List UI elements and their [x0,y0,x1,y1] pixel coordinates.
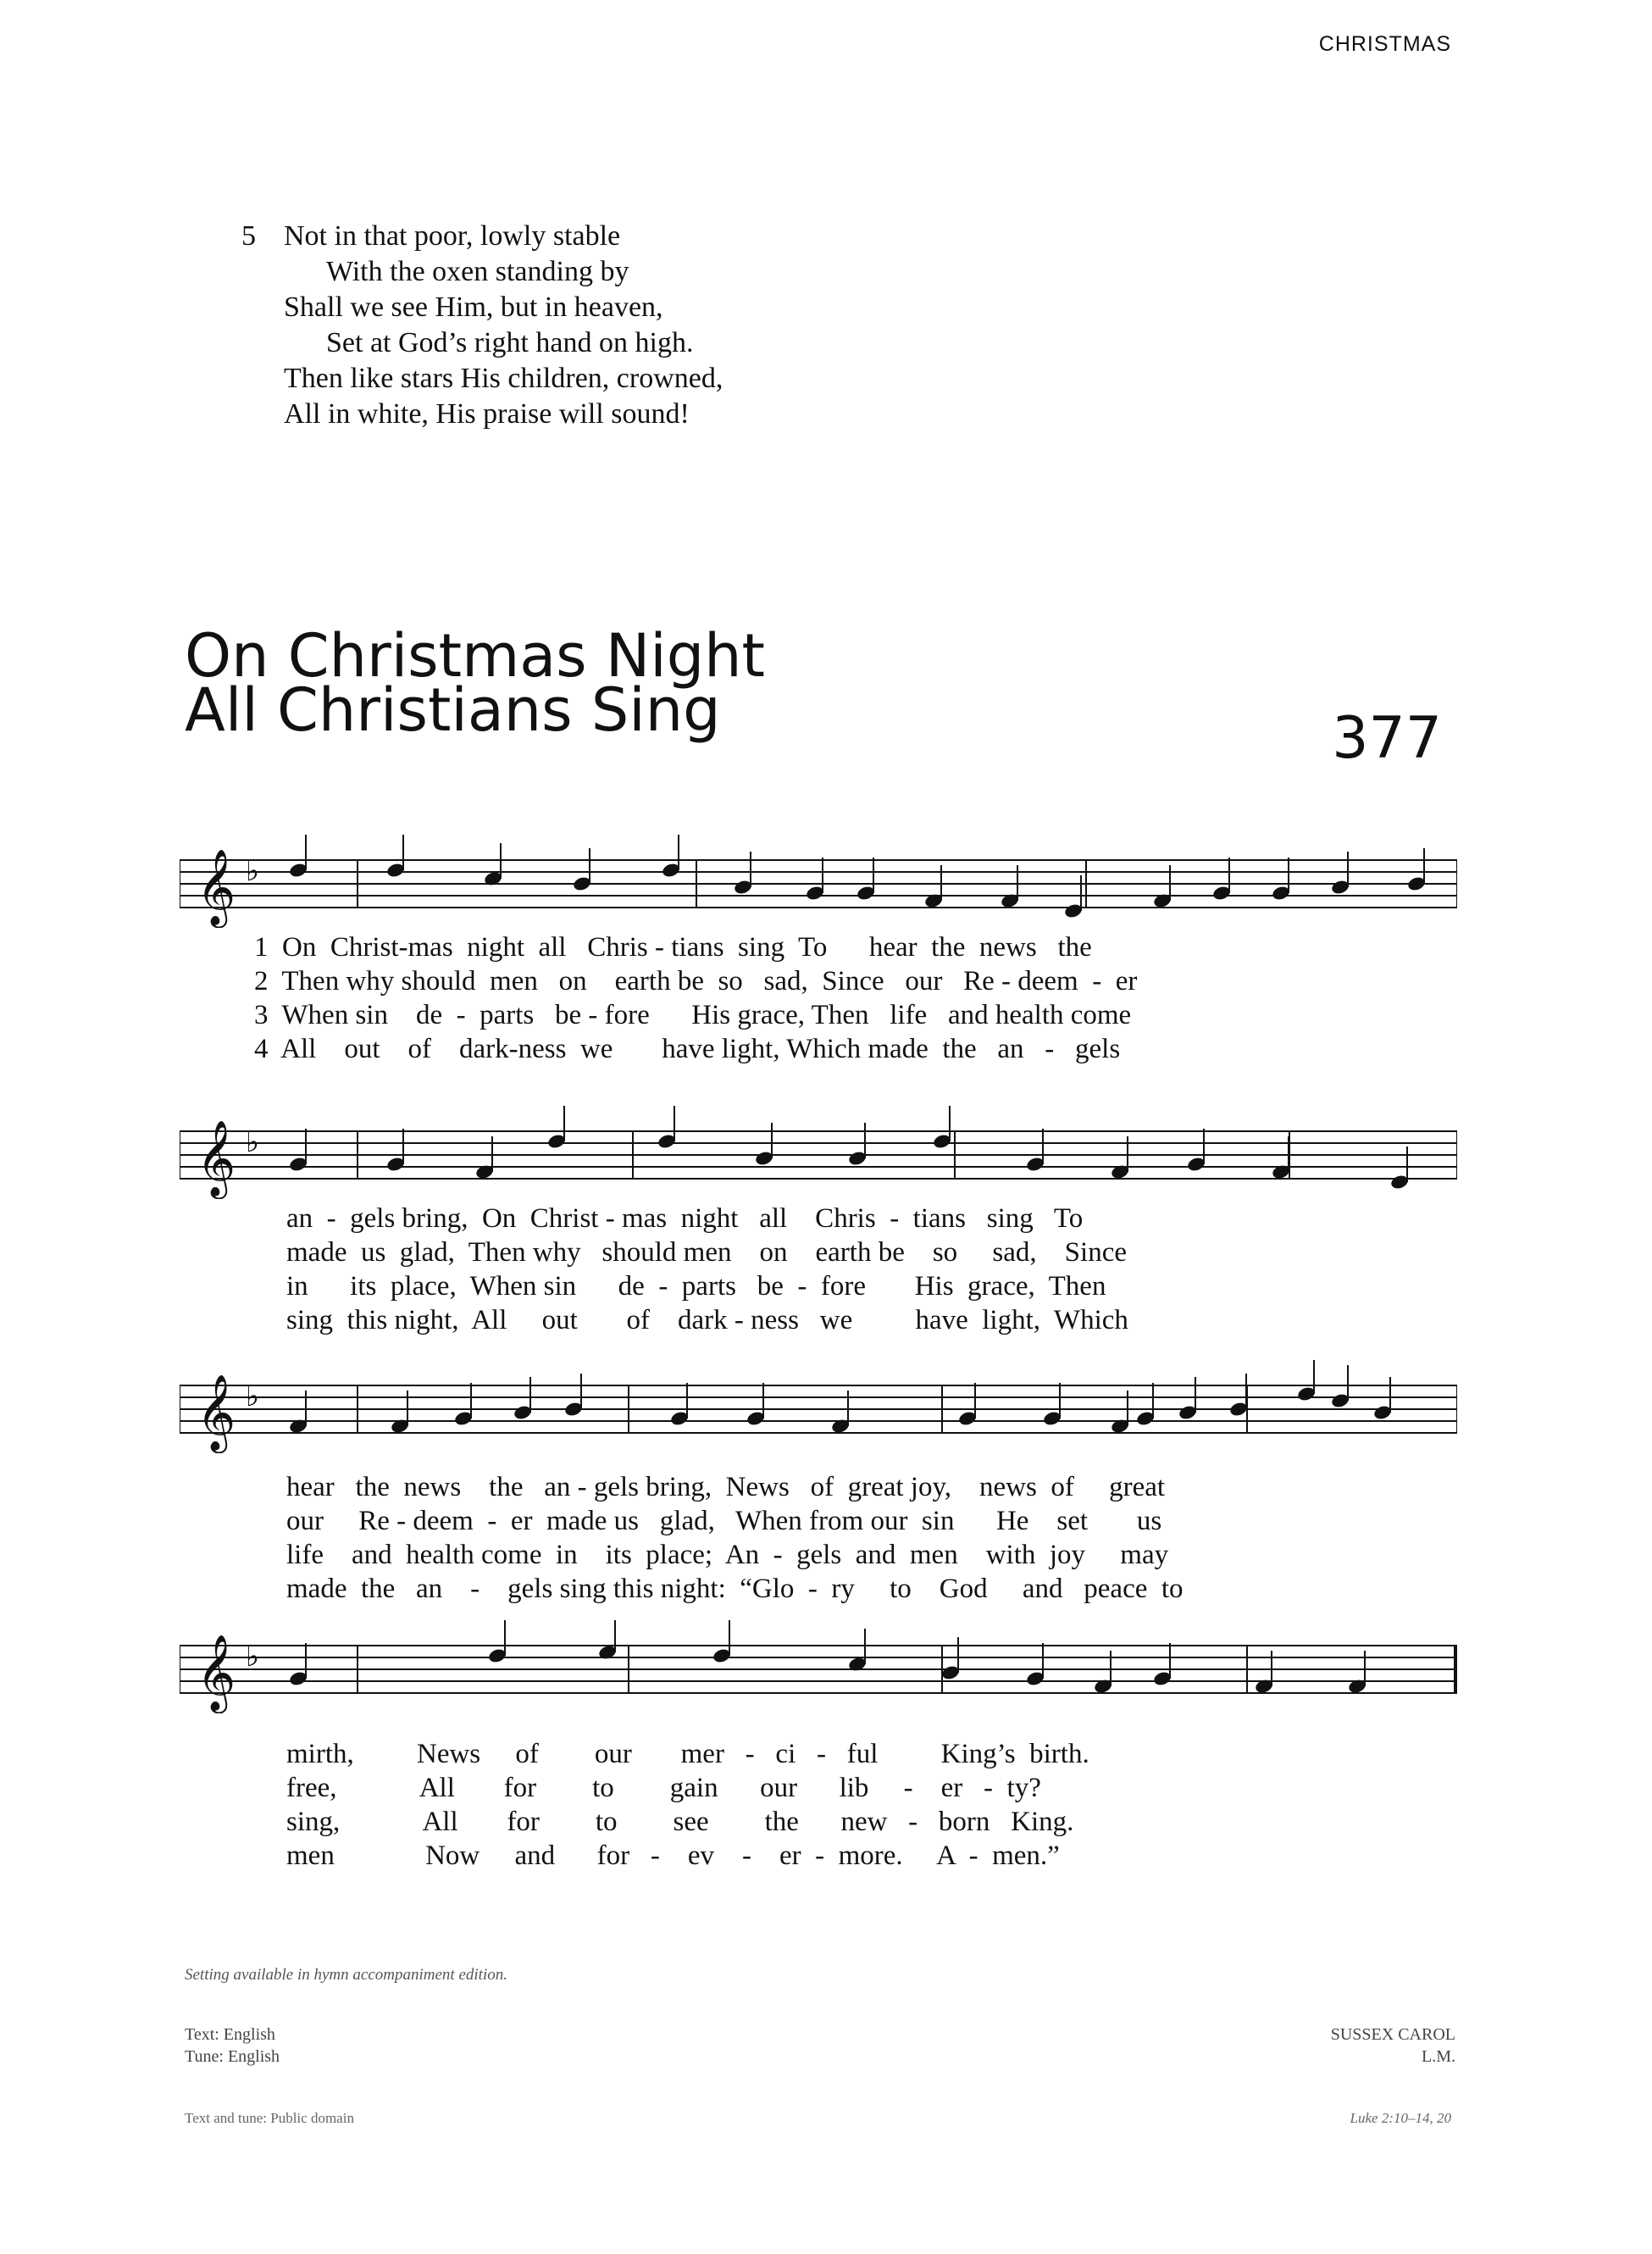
lyric-line: 3 When sin de - parts be - fore His grace, Then life and health come [254,1000,1132,1030]
verse-number: 5 [241,220,256,252]
lyric-line: sing, All for to see the new - born King. [286,1807,1074,1837]
lyrics-system-4 [286,1737,1481,1873]
lyric-line: 4 All out of dark-ness we have light, Which made the an - gels [254,1034,1121,1064]
copyright: Text and tune: Public domain [185,2110,354,2126]
lyrics-system-2 [286,1202,1481,1337]
hymn-number: 377 [1332,705,1442,772]
meter: L.M. [1422,2047,1455,2066]
verse-line: Set at God’s right hand on high. [326,327,694,358]
lyric-line: made the an - gels sing this night: “Glo - ry to God and peace to [286,1574,1184,1604]
lyric-line: 1 On Christ-mas night all Chris - tians sing To hear the news the [254,932,1092,963]
lyric-line: life and health come in its place; An - gels and men with joy may [286,1540,1169,1570]
lyric-line: sing this night, All out of dark - ness we have light, Which [286,1305,1128,1335]
verse-line: Then like stars His children, crowned, [284,363,723,394]
lyric-line: in its place, When sin de - parts be - fore His grace, Then [286,1271,1106,1302]
music-staff-1 [180,835,1457,928]
key-signature-flat: ♭ [246,1380,260,1413]
section-header: CHRISTMAS [1318,32,1451,56]
music-staff-4 [180,1620,1457,1713]
music-staff-3 [180,1360,1457,1453]
tune-info [1331,2024,1455,2068]
hymn-title [185,621,765,745]
hymn-title-line1: On Christmas Night [185,621,765,691]
lyric-line: mirth, News of our mer - ci - ful King’s birth. [286,1739,1089,1769]
verse-line: Not in that poor, lowly stable [284,220,621,252]
hymn-title-line2: All Christians Sing [185,675,721,745]
treble-clef: 𝄞 [197,1374,236,1451]
lyric-line: our Re - deem - er made us glad, When from our sin He set us [286,1506,1162,1536]
treble-clef: 𝄞 [197,1120,236,1196]
lyric-line: men Now and for - ev - er - more. A - men.” [286,1840,1060,1871]
treble-clef: 𝄞 [197,849,236,925]
key-signature-flat: ♭ [246,854,260,888]
lyrics-system-1 [254,930,1449,1066]
lyrics-system-3 [286,1470,1481,1606]
lyric-line: hear the news the an - gels bring, News of great joy, news of great [286,1472,1166,1502]
key-signature-flat: ♭ [246,1640,260,1674]
verse-line: All in white, His praise will sound! [284,398,690,430]
verse-line: With the oxen standing by [326,256,629,287]
text-credit: Text: English [185,2025,275,2044]
lyric-line: free, All for to gain our lib - er - ty? [286,1773,1041,1803]
key-signature-flat: ♭ [246,1125,260,1159]
credits [185,2024,280,2068]
treble-clef: 𝄞 [197,1635,236,1711]
setting-note: Setting available in hymn accompaniment edition. [185,1966,507,1984]
scripture-reference: Luke 2:10–14, 20 [1350,2110,1451,2126]
lyric-line: made us glad, Then why should men on earth be so sad, Since [286,1237,1127,1268]
verse-5 [241,219,723,432]
tune-name: SUSSEX CAROL [1330,2025,1455,2044]
lyric-line: an - gels bring, On Christ - mas night all Chris - tians sing To [286,1203,1084,1234]
lyric-line: 2 Then why should men on earth be so sad, Since our Re - deem - er [254,966,1138,997]
verse-line: Shall we see Him, but in heaven, [284,291,663,323]
tune-credit: Tune: English [185,2047,280,2066]
music-staff-2 [180,1106,1457,1199]
